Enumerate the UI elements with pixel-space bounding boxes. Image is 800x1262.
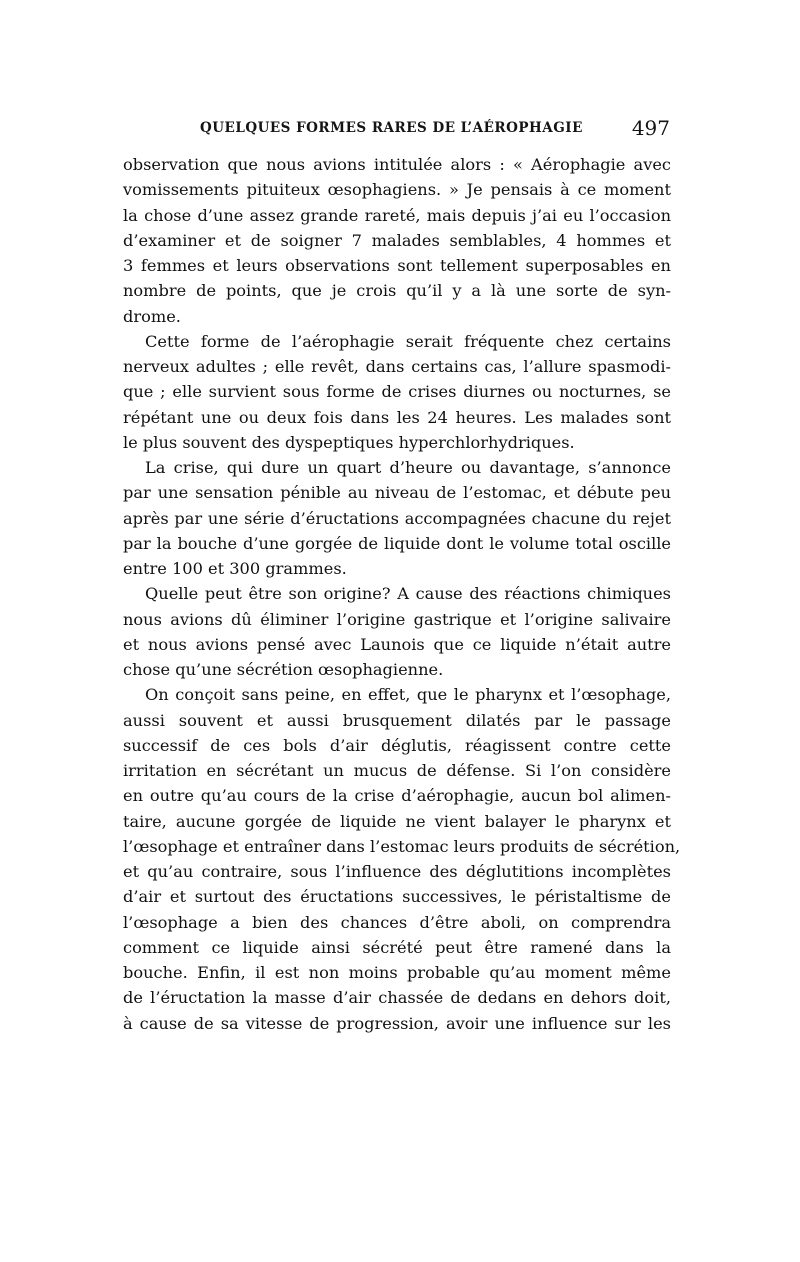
text-line: la chose d’une assez grande rareté, mais depuis j’ai eu l’occasion (123, 205, 671, 225)
text-line: nombre de points, que je crois qu’il y a là une sorte de syn- (123, 281, 671, 301)
text-line: à cause de sa vitesse de progression, avoir une influence sur les (123, 1013, 671, 1033)
text-line: de l’éructation la masse d’air chassée de dedans en dehors doit, (123, 988, 671, 1008)
body-text (123, 152, 681, 1036)
text-line: drome. (123, 306, 181, 326)
text-line: nerveux adultes ; elle revêt, dans certains cas, l’allure spasmodi- (123, 357, 671, 376)
text-line: comment ce liquide ainsi sécrété peut être ramené dans la (123, 937, 671, 957)
running-head (200, 116, 670, 140)
text-line: après par une série d’éructations accompagnées chacune du rejet (123, 508, 671, 528)
paragraph-first-line: Cette forme de l’aérophagie serait fréquente chez certains (145, 331, 671, 351)
running-title: QUELQUES FORMES RARES DE L’AÉROPHAGIE (200, 120, 583, 136)
paragraph-first-line: On conçoit sans peine, en effet, que le pharynx et l’œsophage, (145, 685, 671, 705)
text-line: successif de ces bols d’air déglutis, réagissent contre cette (123, 735, 671, 755)
text-line: aussi souvent et aussi brusquement dilatés par le passage (123, 710, 671, 730)
text-line: et qu’au contraire, sous l’influence des déglutitions incomplètes (123, 862, 671, 881)
text-line: vomissements pituiteux œsophagiens. » Je pensais à ce moment (123, 180, 671, 200)
text-line: taire, aucune gorgée de liquide ne vient balayer le pharynx et (123, 811, 671, 831)
text-line: le plus souvent des dyspeptiques hyperchlorhydriques. (123, 432, 575, 452)
page-number: 497 (631, 116, 670, 140)
text-line: que ; elle survient sous forme de crises diurnes ou nocturnes, se (123, 382, 671, 402)
text-line: entre 100 et 300 grammes. (123, 559, 347, 578)
paragraph-first-line: La crise, qui dure un quart d’heure ou davantage, s’annonce (145, 458, 671, 477)
text-line: 3 femmes et leurs observations sont tellement superposables en (123, 256, 671, 275)
text-line: par une sensation pénible au niveau de l’estomac, et débute peu (123, 483, 671, 503)
text-line: en outre qu’au cours de la crise d’aérophagie, aucun bol alimen- (123, 786, 671, 806)
text-line: bouche. Enfin, il est non moins probable qu’au moment même (123, 963, 671, 982)
text-line: nous avions dû éliminer l’origine gastrique et l’origine salivaire (123, 609, 671, 629)
text-line: observation que nous avions intitulée alors : « Aérophagie avec (123, 155, 671, 174)
text-line: chose qu’une sécrétion œsophagienne. (123, 660, 444, 679)
paragraph-first-line: Quelle peut être son origine? A cause des réactions chimiques (145, 584, 671, 604)
text-line: répétant une ou deux fois dans les 24 heures. Les malades sont (123, 407, 671, 427)
text-line: irritation en sécrétant un mucus de défense. Si l’on considère (123, 761, 671, 780)
text-line: par la bouche d’une gorgée de liquide dont le volume total oscille (123, 533, 671, 553)
text-line: l’œsophage a bien des chances d’être aboli, on comprendra (123, 912, 671, 932)
text-line: d’examiner et de soigner 7 malades semblables, 4 hommes et (123, 230, 671, 250)
text-line: d’air et surtout des éructations successives, le péristaltisme de (123, 887, 671, 907)
text-line: et nous avions pensé avec Launois que ce liquide n’était autre (123, 634, 671, 654)
text-line: l’œsophage et entraîner dans l’estomac leurs produits de sécrétion, (123, 836, 681, 856)
